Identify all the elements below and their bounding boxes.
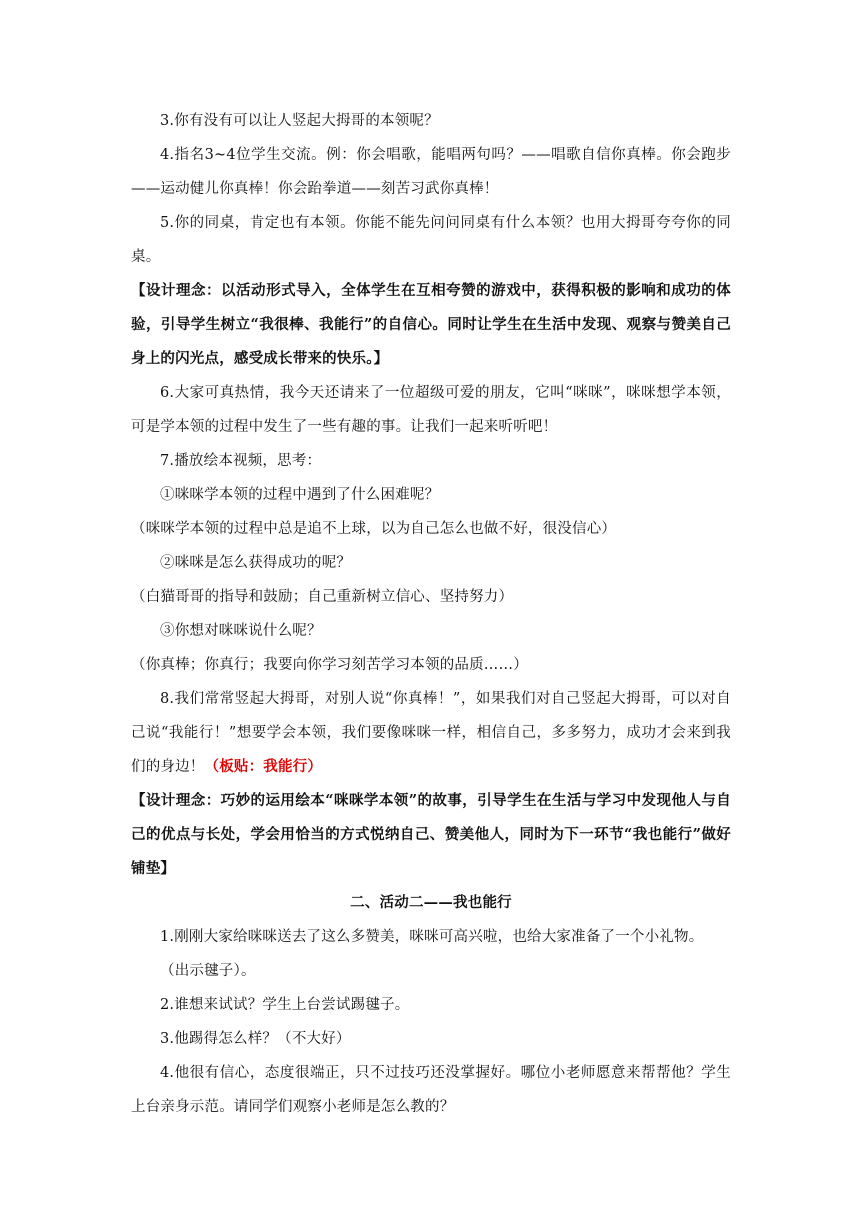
- paragraph-question-3: 3.你有没有可以让人竖起大拇哥的本领呢？: [160, 113, 439, 129]
- answer-1: （咪咪学本领的过程中总是追不上球，以为自己怎么也做不好，很没信心）: [131, 521, 617, 537]
- paragraph-activity-step-1b: （出示毽子）。: [160, 963, 256, 979]
- paragraph-step-6: 6.大家可真热情，我今天还请来了一位超级可爱的朋友，它叫“咪咪”，咪咪想学本领，可是学本领的过程中发生了一些有趣的事。让我们一起来听听吧！: [131, 385, 731, 435]
- answer-2: （白猫哥哥的指导和鼓励；自己重新树立信心、坚持努力）: [131, 589, 514, 605]
- question-1: ①咪咪学本领的过程中遇到了什么困难呢？: [160, 487, 440, 503]
- document-body: [131, 104, 731, 1124]
- board-note: （板贴：我能行）: [204, 758, 323, 775]
- question-3: ③你想对咪咪说什么呢？: [160, 623, 322, 639]
- paragraph-activity-step-1: 1.刚刚大家给咪咪送去了这么多赞美，咪咪可高兴啦，也给大家准备了一个小礼物。: [160, 929, 704, 945]
- paragraph-step-5: 5.你的同桌，肯定也有本领。你能不能先问问同桌有什么本领？也用大拇哥夸夸你的同桌。: [131, 215, 731, 265]
- paragraph-activity-step-3: 3.他踢得怎么样？（不大好）: [160, 1031, 351, 1047]
- answer-3: （你真棒；你真行；我要向你学习刻苦学习本领的品质……）: [131, 657, 528, 673]
- paragraph-activity-step-4: 4.他很有信心，态度很端正，只不过技巧还没掌握好。哪位小老师愿意来帮帮他？学生上台亲身示范。请同学们观察小老师是怎么教的？: [131, 1065, 731, 1115]
- paragraph-activity-step-2: 2.谁想来试试？学生上台尝试踢毽子。: [160, 997, 410, 1013]
- section-heading-activity-2: 二、活动二——我也能行: [350, 894, 512, 911]
- paragraph-step-8-text: 8.我们常常竖起大拇哥，对别人说“你真棒！”，如果我们对自己竖起大拇哥，可以对自己说“我能行！”想要学会本领，我们要像咪咪一样，相信自己，多多努力，成功才会来到我们的身边！: [131, 691, 731, 775]
- paragraph-step-4: 4.指名3~4位学生交流。例：你会唱歌，能唱两句吗？——唱歌自信你真棒。你会跑步——运动健儿你真棒！你会跆拳道——刻苦习武你真棒！: [131, 147, 731, 197]
- design-concept-2: 【设计理念：巧妙的运用绘本“咪咪学本领”的故事，引导学生在生活与学习中发现他人与自己的优点与长处，学会用恰当的方式悦纳自己、赞美他人，同时为下一环节“我也能行”做好铺垫】: [131, 792, 731, 877]
- design-concept-1: 【设计理念：以活动形式导入，全体学生在互相夸赞的游戏中，获得积极的影响和成功的体验，引导学生树立“我很棒、我能行”的自信心。同时让学生在生活中发现、观察与赞美自己身上的闪光点，感受成长带来的快乐。】: [131, 282, 731, 367]
- paragraph-step-7: 7.播放绘本视频，思考：: [160, 453, 322, 469]
- paragraph-step-8: [131, 682, 731, 784]
- question-2: ②咪咪是怎么获得成功的呢？: [160, 555, 352, 571]
